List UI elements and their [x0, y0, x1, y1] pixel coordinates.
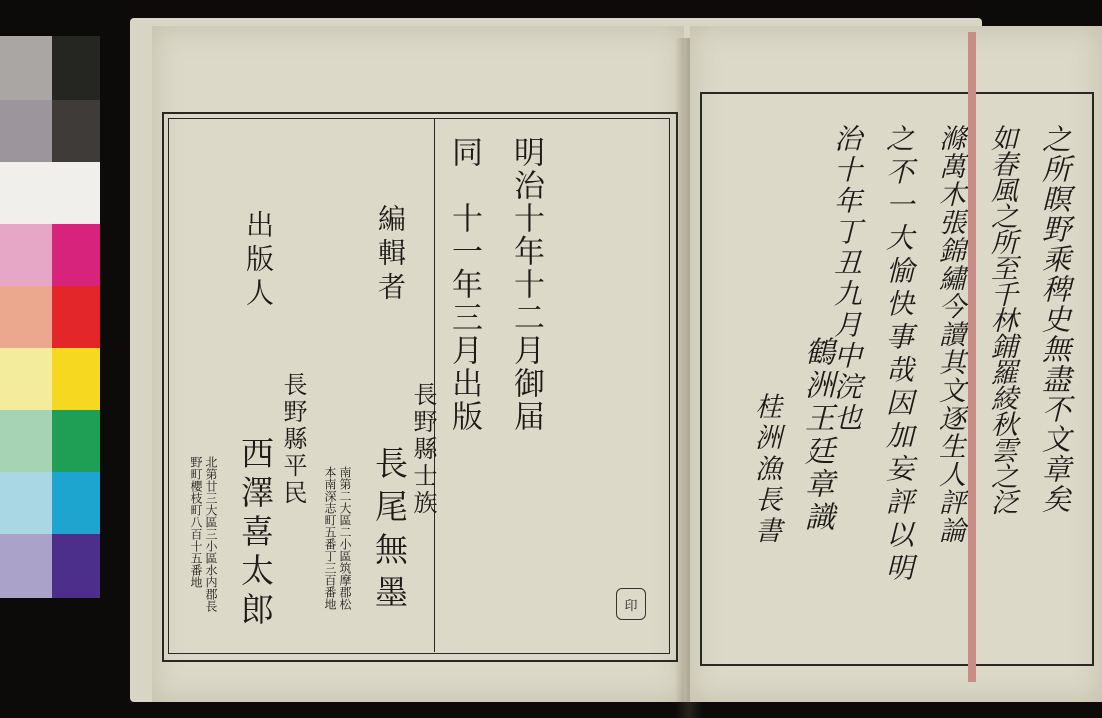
editor-name: 長尾無墨 — [370, 446, 409, 618]
author-seal: 印 — [616, 588, 646, 620]
page-edge — [968, 32, 976, 682]
swatch-lavender — [0, 534, 52, 598]
swatch-black — [52, 36, 100, 100]
swatch-lightgreen — [0, 410, 52, 472]
swatch-lightyellow — [0, 348, 52, 410]
date-line-2: 同 十一年三月出版 — [446, 136, 482, 433]
publisher-role: 出版人 — [242, 210, 275, 312]
swatch-lightcyan — [0, 472, 52, 534]
calligrapher-signature: 桂洲漁長書 — [750, 392, 781, 547]
swatch-purple — [52, 534, 100, 598]
editor-origin: 長野縣士族 — [409, 382, 437, 517]
color-checker-strip — [0, 36, 100, 598]
swatch-salmon — [0, 286, 52, 348]
preface-column-5: 治十年丁丑九月中浣也 — [830, 124, 863, 434]
preface-column-3: 滌萬木張錦繡今讀其文逐生人評論 — [934, 124, 965, 544]
preface-signature: 鶴洲王廷章識 — [799, 336, 834, 534]
open-book — [130, 18, 1072, 702]
swatch-red — [52, 286, 100, 348]
editor-address: 南第二大區二小區筑摩郡松本南深志町五番丁三百番地 — [323, 466, 352, 610]
date-line-1: 明治十年十二月御届 — [508, 136, 544, 433]
swatch-darkgray — [52, 100, 100, 162]
publisher-address: 北第廿三大區三小區水内郡長野町櫻枝町八百十五番地 — [189, 456, 218, 612]
publisher-origin: 長野縣平民 — [279, 372, 307, 507]
swatch-green — [52, 410, 100, 472]
preface-column-4: 之不一大愉快事哉因加妄評以明 — [882, 124, 915, 586]
preface-column-1: 之所瞑野乘稗史無盡不文章矣 — [1038, 124, 1072, 514]
editor-role: 編輯者 — [374, 204, 407, 306]
left-page-colophon — [152, 26, 684, 702]
swatch-cyan — [52, 472, 100, 534]
swatch-gray — [0, 100, 52, 162]
swatch-white — [0, 36, 52, 100]
swatch-white-2 — [0, 162, 100, 224]
swatch-magenta — [52, 224, 100, 286]
preface-column-2: 如春風之所至千林鋪羅綾秋雲之泛 — [986, 124, 1017, 514]
swatch-pink — [0, 224, 52, 286]
right-page-preface — [690, 26, 1102, 702]
swatch-yellow — [52, 348, 100, 410]
publisher-name: 西澤喜太郎 — [236, 436, 275, 631]
